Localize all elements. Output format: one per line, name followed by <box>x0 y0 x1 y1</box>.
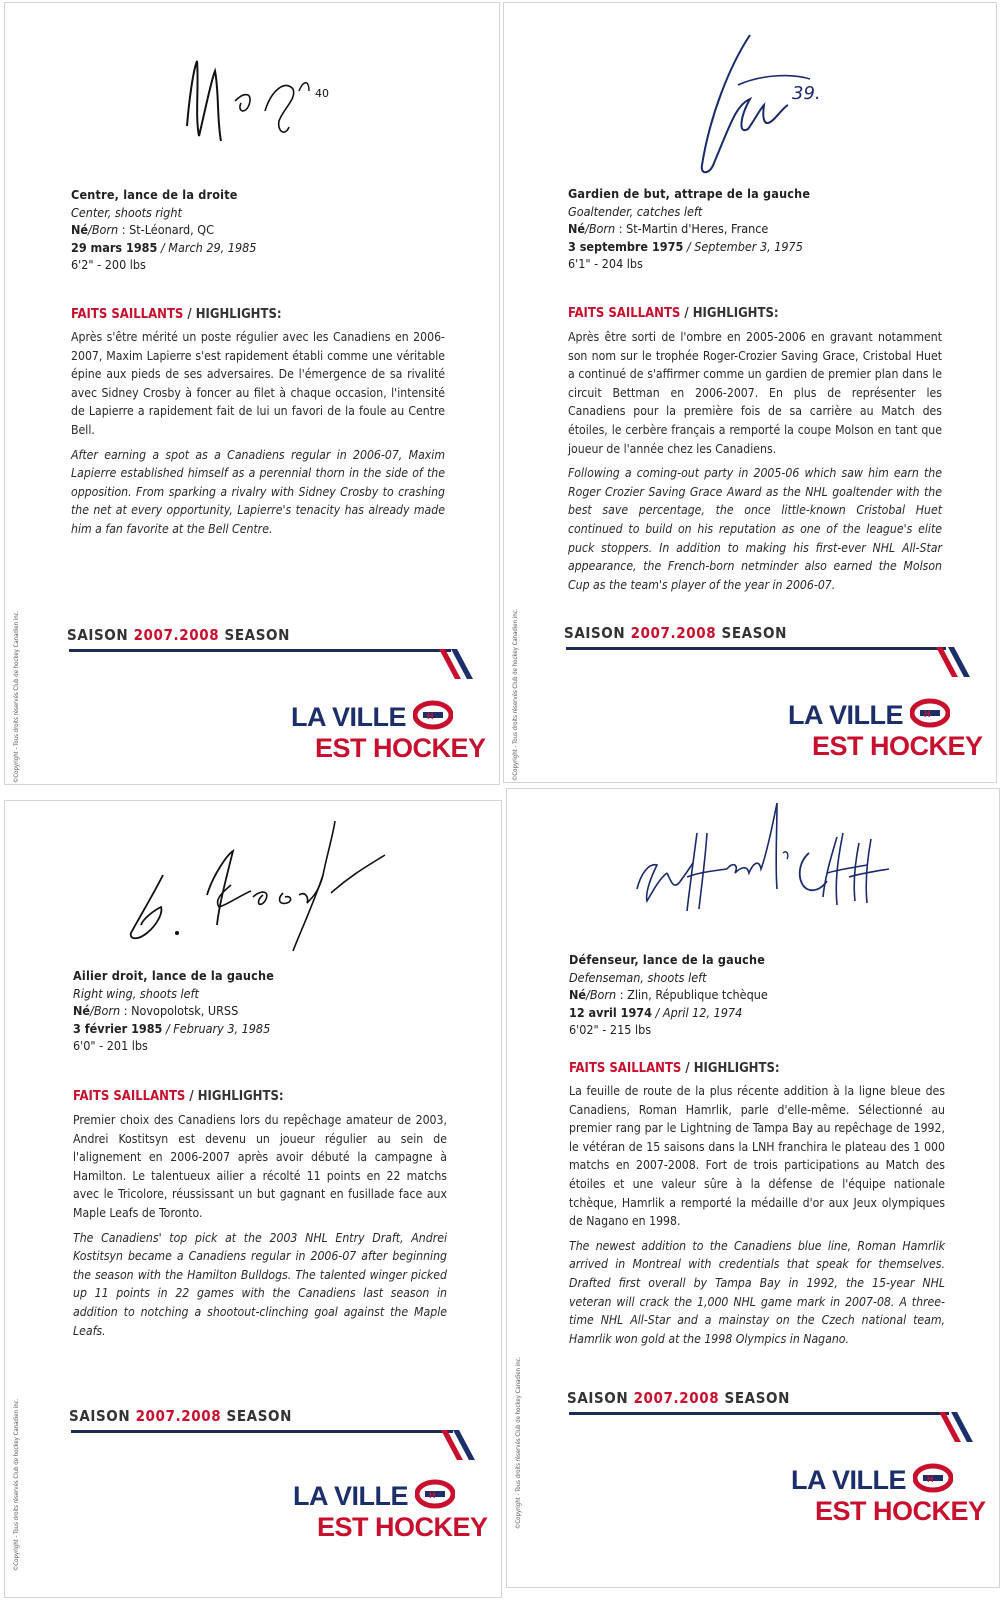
autograph-signature <box>123 815 393 969</box>
height-weight: 6'0" - 201 lbs <box>73 1038 148 1053</box>
birthdate: 29 mars 1985 / March 29, 1985 <box>71 239 257 255</box>
svg-text:40: 40 <box>315 87 329 100</box>
highlights-heading: FAITS SAILLANTS / HIGHLIGHTS: <box>73 1089 284 1104</box>
highlights-en: Following a coming-out party in 2005-06 which saw him earn the Roger Crozier Saving Grace Award as the NHL goaltender with the best save percentage, the once little-known Cristobal Huet continued to build on his reputation as one of the league's elite puck stoppers. In addition to making his first-ever NHL All-Star appearance, the French-born netminder also earned the Molson Cup as the team's player of the year in 2006-07. <box>568 466 942 592</box>
highlights-text <box>71 328 445 545</box>
autograph-signature <box>175 31 355 165</box>
divider-line <box>566 647 946 650</box>
height-weight: 6'1" - 204 lbs <box>568 256 643 271</box>
divider-line <box>71 1430 453 1433</box>
svg-text:H: H <box>429 1490 436 1500</box>
birthdate: 3 février 1985 / February 3, 1985 <box>73 1020 271 1036</box>
position-fr: Gardien de but, attrape de la gauche <box>568 186 811 201</box>
highlights-fr: Après être sorti de l'ombre en 2005-2006 en gravant notamment son nom sur le trophée Roger-Crozier Saving Grace, Cristobal Huet a continué de s'affirmer comme un gardien de premier plan dans le circuit Bettman en 2006-2007. En plus de représenter les Canadiens pour la première fois de sa carrière au Match des étoiles, le cerbère français a remporté la coupe Molson en tant que joueur de l'année chez les Canadiens. <box>568 330 942 456</box>
highlights-en: The newest addition to the Canadiens blue line, Roman Hamrlik arrived in Montreal with credentials that speak for themselves. Drafted first overall by Tampa Bay in 1992, the 15-year NHL veteran will crack the 1,000 NHL game mark in 2007-08. A three-time NHL All-Star and a mainstay on the Czech national team, Hamrlik won gold at the 1998 Olympics in Nagano. <box>569 1238 945 1346</box>
highlights-en: The Canadiens' top pick at the 2003 NHL Entry Draft, Andrei Kostitsyn became a Canadiens regular in 2006-07 after beginning the season with the Hamilton Bulldogs. The talented winger picked up 11 points in 22 games with the Canadiens last season in addition to notching a shootout-clinching goal against the Maple Leafs. <box>73 1230 447 1338</box>
la-ville-est-hockey-logo: LA VILLE H EST HOCKEY <box>791 1465 986 1526</box>
habs-ch-logo-icon <box>910 698 950 728</box>
svg-text:H: H <box>427 711 434 721</box>
highlights-heading: FAITS SAILLANTS / HIGHLIGHTS: <box>568 306 779 321</box>
autograph-signature <box>627 793 897 937</box>
season-label: SAISON 2007.2008 SEASON <box>67 626 290 644</box>
player-card-hamrlik <box>506 788 1000 1588</box>
position-fr: Ailier droit, lance de la gauche <box>73 968 275 983</box>
season-label: SAISON 2007.2008 SEASON <box>567 1389 790 1407</box>
highlights-fr: La feuille de route de la plus récente addition à la ligne bleue des Canadiens, Roman Hamrlik, parle d'elle-même. Sélectionné au premier rang par le Lightning de Tampa Bay au repêchage de 1992, le vétéran de 15 saisons dans la LNH franchira le plateau des 1 000 matchs en 2007-2008. Fort de trois participations au Match des étoiles et une valeur sûre à la défense de l'équipe nationale tchèque, Hamrlik a remporté la médaille d'or aux Jeux olympiques de Nagano en 1998. <box>569 1084 945 1229</box>
copyright-notice: ©Copyright - Tous droits réservés Club de hockey Canadien inc. <box>13 610 20 783</box>
divider-line <box>569 1412 949 1415</box>
position-en: Center, shoots right <box>71 204 182 220</box>
player-card-lapierre <box>4 2 500 785</box>
height-weight: 6'02" - 215 lbs <box>569 1022 652 1037</box>
position-en: Right wing, shoots left <box>73 985 199 1001</box>
copyright-notice: ©Copyright - Tous droits réservés Club de hockey Canadien inc. <box>13 1398 20 1571</box>
habs-ch-logo-icon <box>913 1463 953 1493</box>
birthplace: Né/Born : St-Léonard, QC <box>71 222 214 237</box>
autograph-signature <box>690 25 850 189</box>
birthplace: Né/Born : Novopolotsk, URSS <box>73 1003 239 1018</box>
svg-text:H: H <box>927 1474 934 1484</box>
position-fr: Centre, lance de la droite <box>71 187 238 202</box>
position-fr: Défenseur, lance de la gauche <box>569 952 766 967</box>
highlights-fr: Premier choix des Canadiens lors du repêchage amateur de 2003, Andrei Kostitsyn est devenu un joueur régulier au sein de l'alignement en 2006-2007 après avoir débuté la campagne à Hamilton. Le talentueux ailier a récolté 11 points en 22 matchs avec le Tricolore, réussissant un but gagnant en fusillade face aux Maple Leafs de Toronto. <box>73 1113 447 1220</box>
highlights-text <box>73 1111 447 1346</box>
season-label: SAISON 2007.2008 SEASON <box>69 1407 292 1425</box>
la-ville-est-hockey-logo: LA VILLE H EST HOCKEY <box>291 702 486 763</box>
highlights-text <box>569 1082 945 1354</box>
player-card-huet <box>503 2 997 783</box>
highlights-text <box>568 328 942 600</box>
birthplace: Né/Born : St-Martin d'Heres, France <box>568 221 769 236</box>
player-info <box>569 951 768 1039</box>
svg-text:H: H <box>924 709 931 719</box>
svg-text:39.: 39. <box>792 83 821 104</box>
birthdate: 12 avril 1974 / April 12, 1974 <box>569 1004 743 1020</box>
la-ville-est-hockey-logo: LA VILLE H EST HOCKEY <box>788 700 983 761</box>
birthdate: 3 septembre 1975 / September 3, 1975 <box>568 238 803 254</box>
highlights-en: After earning a spot as a Canadiens regular in 2006-07, Maxim Lapierre established himself as a perennial thorn in the side of the opposition. From sparking a rivalry with Sidney Crosby to crashing the net at every opportunity, Lapierre's tenacity has already made him a fan favorite at the Bell Centre. <box>71 447 445 536</box>
habs-ch-logo-icon <box>413 700 453 730</box>
player-info <box>71 186 256 274</box>
height-weight: 6'2" - 200 lbs <box>71 257 146 272</box>
season-label: SAISON 2007.2008 SEASON <box>564 624 787 642</box>
player-card-kostitsyn <box>4 800 502 1598</box>
position-en: Goaltender, catches left <box>568 203 703 219</box>
highlights-fr: Après s'être mérité un poste régulier avec les Canadiens en 2006-2007, Maxim Lapierre s'est rapidement établi comme une véritable épine aux pieds de ses adversaires. De l'émergence de sa rivalité avec Sidney Crosby à foncer au filet à chaque occasion, l'intensité de Lapierre a rapidement fait de lui un favori de la foule au Centre Bell. <box>71 330 445 437</box>
copyright-notice: ©Copyright - Tous droits réservés Club de hockey Canadien inc. <box>512 608 519 781</box>
divider-line <box>69 649 451 652</box>
copyright-notice: ©Copyright - Tous droits réservés Club de hockey Canadien inc. <box>515 1356 522 1529</box>
la-ville-est-hockey-logo: LA VILLE H EST HOCKEY <box>293 1481 488 1542</box>
position-en: Defenseman, shoots left <box>569 969 707 985</box>
player-info <box>568 185 810 273</box>
highlights-heading: FAITS SAILLANTS / HIGHLIGHTS: <box>71 307 282 322</box>
habs-ch-logo-icon <box>415 1479 455 1509</box>
birthplace: Né/Born : Zlin, République tchèque <box>569 987 768 1002</box>
player-info <box>73 967 274 1055</box>
highlights-heading: FAITS SAILLANTS / HIGHLIGHTS: <box>569 1061 780 1076</box>
